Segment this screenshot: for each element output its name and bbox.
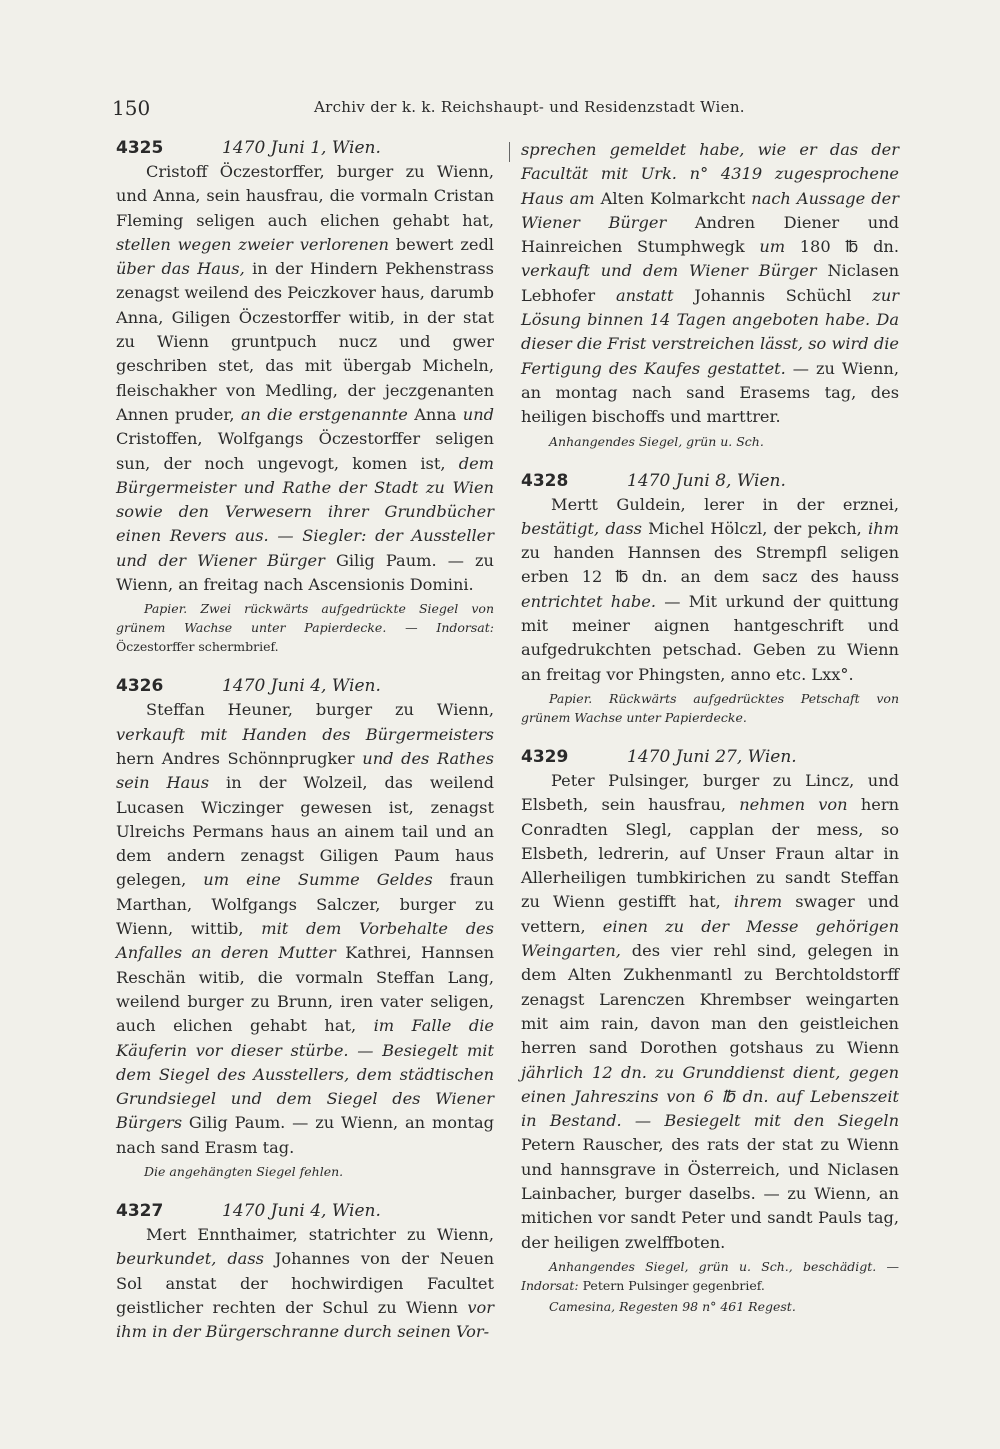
entry-date: 1470 Juni 1, Wien. <box>222 138 381 158</box>
entry-text: Cristoff Öczestorffer, burger zu Wienn, und Anna, sein hausfrau, die vormaln Cristan Fleming seligen auch elichen gehabt hat, stellen wegen zweier verlorenen bewert zedl über das Haus, in der Hindern Pekhenstrass zenagst weilend des Peiczkover haus, darumb Anna, Giligen Öczestorffer witib, in der stat zu Wienn gruntpuch nucz und gwer geschriben stet, das mit übergab Micheln, fleischakher von Medling, der jeczgenanten Annen pruder, an die erstgenannte Anna und Cristoffen, Wolfgangs Öczestorffer seligen sun, der noch ungevogt, komen ist, dem Bürgermeister und Rathe der Stadt zu Wien sowie den Verwesern ihrer Grundbücher einen Revers aus. — Siegler: der Aussteller und der Wiener Bürger Gilig Paum. — zu Wienn, an freitag nach Ascensionis Domini. <box>116 162 494 595</box>
running-header: Archiv der k. k. Reichshaupt- und Residenzstadt Wien. <box>314 98 745 116</box>
entry-reference: Camesina, Regesten 98 n° 461 Regest. <box>549 1298 796 1314</box>
entry-date: 1470 Juni 4, Wien. <box>222 676 381 697</box>
entry-text: Mert Ennthaimer, statrichter zu Wienn, beurkundet, dass Johannes von der Neuen Sol anstat der hochwirdigen Facultet geistlicher rechten der Schul zu Wienn vor ihm in der Bürgerschranne durch seinen Vor- <box>116 1224 494 1342</box>
right-column <box>521 138 899 1316</box>
entry-note: Anhangendes Siegel, grün u. Sch. <box>549 433 764 449</box>
entry-4327-continued <box>521 138 899 451</box>
entry-4328 <box>521 471 899 727</box>
entry-number: 4328 <box>521 470 569 491</box>
left-column <box>116 138 494 1344</box>
entry-text: Mertt Guldein, lerer in der erznei, bestätigt, dass Michel Hölczl, der pekch, ihm zu handen Hannsen des Strempfl seligen erben 12 ℔ dn. an dem sacz des hauss entrichtet habe. — Mit urkund der quittung mit meiner aignen hantgeschrift und aufgedrukchten petschad. Geben zu Wienn an freitag vor Phingsten, anno etc. Lxx°. <box>521 494 899 684</box>
entry-note: Die angehängten Siegel fehlen. <box>144 1163 344 1179</box>
entry-4329 <box>521 747 899 1316</box>
column-divider <box>509 142 510 162</box>
entry-number: 4327 <box>116 1200 164 1221</box>
entry-note: Anhangendes Siegel, grün u. Sch., beschädigt. — Indorsat: Petern Pulsinger gegenbrief. <box>521 1258 899 1293</box>
entry-number: 4325 <box>116 138 164 158</box>
entry-date: 1470 Juni 8, Wien. <box>627 470 786 491</box>
entry-number: 4329 <box>521 746 569 767</box>
entry-date: 1470 Juni 4, Wien. <box>222 1200 381 1221</box>
entry-text: Steffan Heuner, burger zu Wienn, verkauft mit Handen des Bürgermeisters hern Andres Schönnprugker und des Rathes sein Haus in der Wolzeil, das weilend Lucasen Wiczinger gewesen ist, zenagst Ulreichs Permans haus an ainem tail und an dem andern zenagst Giligen Paum haus gelegen, um eine Summe Geldes fraun Marthan, Wolfgangs Salczer, burger zu Wienn, wittib, mit dem Vorbehalte des Anfalles an deren Mutter Kathrei, Hannsen Reschän witib, die vormaln Steffan Lang, weilend burger zu Brunn, iren vater seligen, auch elichen gehabt hat, im Falle die Käuferin vor dieser stürbe. — Besiegelt mit dem Siegel des Ausstellers, dem städtischen Grundsiegel und dem Siegel des Wiener Bürgers Gilig Paum. — zu Wienn, an montag nach sand Erasm tag. <box>116 700 495 1157</box>
entry-4327 <box>116 1201 494 1344</box>
entry-number: 4326 <box>116 676 164 697</box>
entry-date: 1470 Juni 27, Wien. <box>627 746 797 767</box>
entry-note: Papier. Rückwärts aufgedrücktes Petschaft von grünem Wachse unter Papierdecke. <box>521 690 899 725</box>
entry-4325 <box>116 138 494 656</box>
entry-text: Peter Pulsinger, burger zu Lincz, und Elsbeth, sein hausfrau, nehmen von hern Conradten Slegl, capplan der mess, so Elsbeth, ledrerin, auf Unser Fraun altar in Allerheiligen tumbkirichen zu sandt Steffan zu Wienn gestifft hat, ihrem swager und vettern, einen zu der Messe gehörigen Weingarten, des vier rehl sind, gelegen in dem Alten Zukhenmantl zu Berchtoldstorff zenagst Larenczen Khrembser weingarten mit aim rain, davon man den geistleichen herren sand Dorothen gotshaus zu Wienn jährlich 12 dn. zu Grunddienst dient, gegen einen Jahreszins von 6 ℔ dn. auf Lebenszeit in Bestand. — Besiegelt mit den Siegeln Petern Rauscher, des rats der stat zu Wienn und hannsgrave in Österreich, und Niclasen Lainbacher, burger daselbs. — zu Wienn, an mitichen vor sandt Peter und sandt Pauls tag, der heiligen zwelffboten. <box>521 770 899 1252</box>
entry-4326 <box>116 676 494 1181</box>
page-number: 150 <box>112 96 151 120</box>
entry-note: Papier. Zwei rückwärts aufgedrückte Siegel von grünem Wachse unter Papierdecke. — Indorsat: Öczestorffer schermbrief. <box>116 601 494 655</box>
entry-text: sprechen gemeldet habe, wie er das der Facultät mit Urk. n° 4319 zugesprochene Haus am Alten Kolmarkcht nach Aussage der Wiener Bürger Andren Diener und Hainreichen Stumphwegk um 180 ℔ dn. verkauft und dem Wiener Bürger Niclasen Lebhofer anstatt Johannis Schüchl zur Lösung binnen 14 Tagen angeboten habe. Da dieser die Frist verstreichen lässt, so wird die Fertigung des Kaufes gestattet. — zu Wienn, an montag nach sand Erasems tag, des heiligen bischoffs und marttrer. <box>521 140 899 427</box>
